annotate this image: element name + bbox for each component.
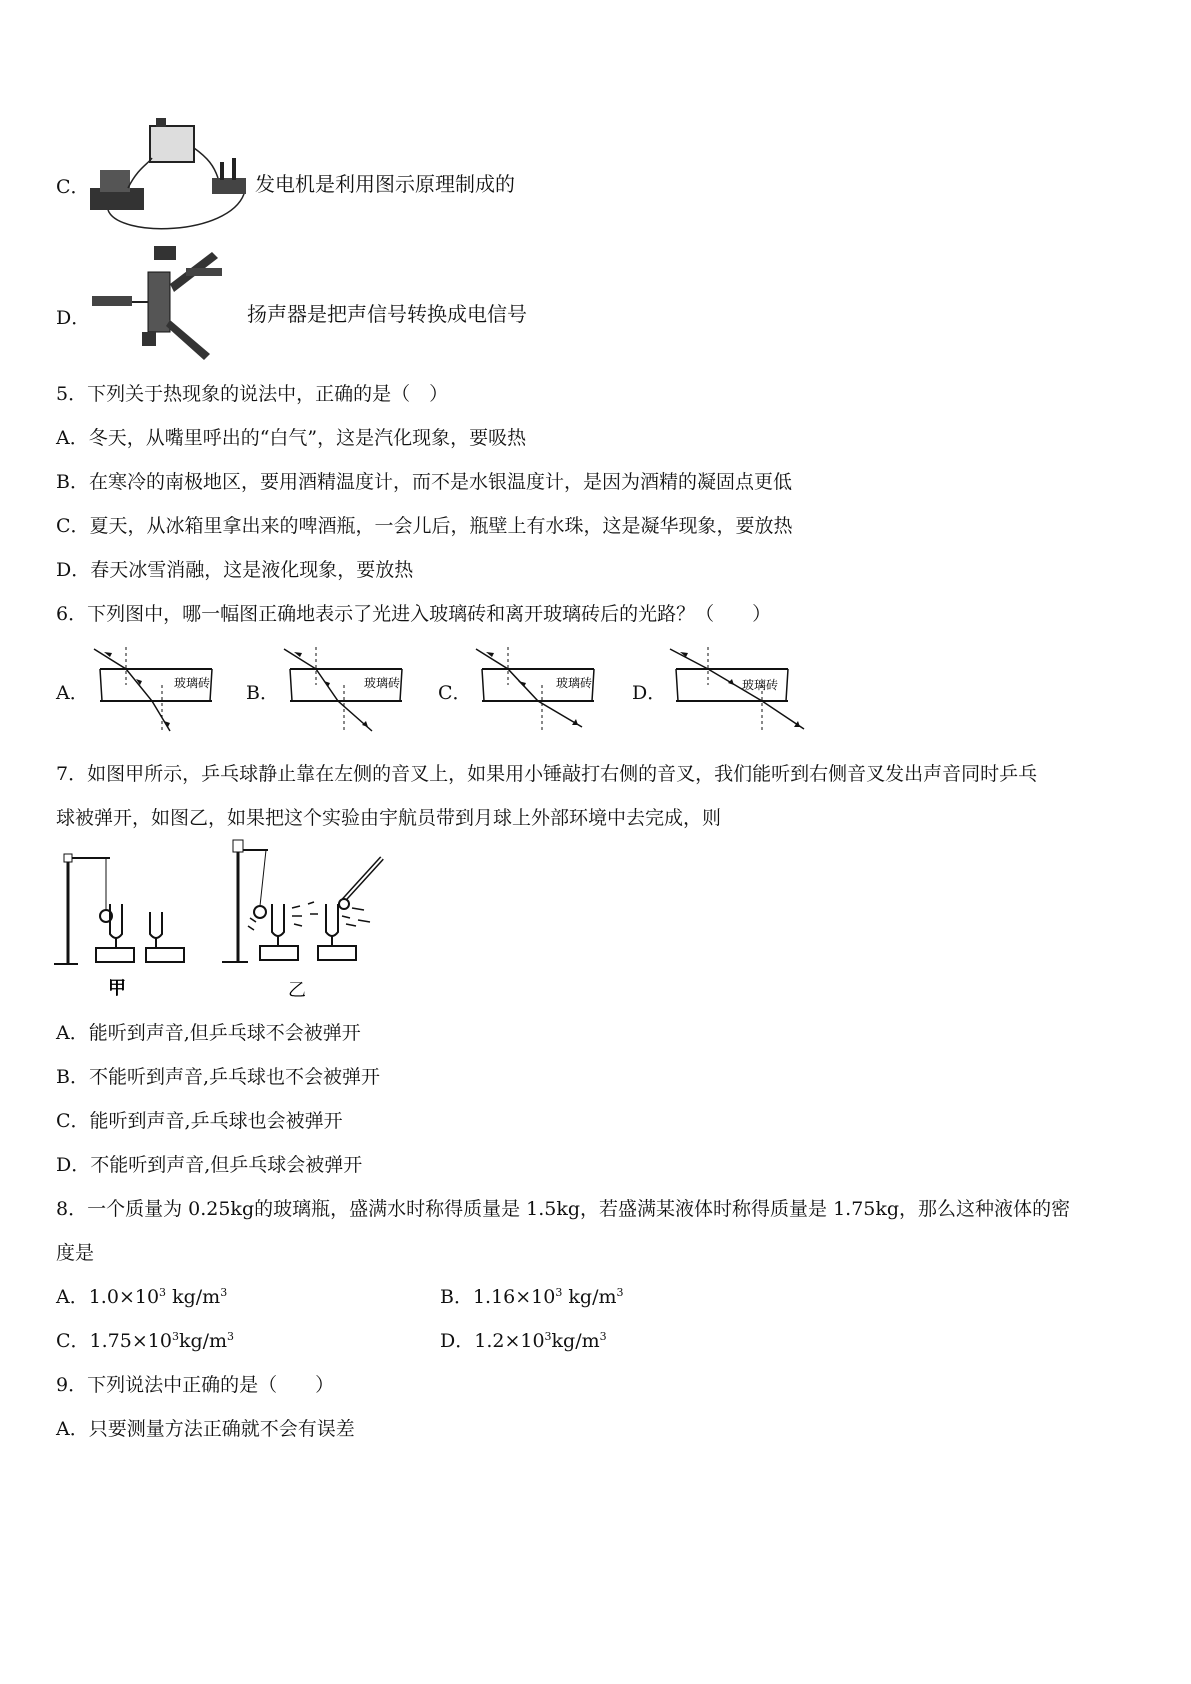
q6-option-b-letter: B．	[246, 682, 279, 704]
q4-option-c-letter: C．	[56, 176, 90, 198]
q7-option-c: C．能听到声音,乒乓球也会被弹开	[56, 1110, 343, 1132]
q8-stem-line1: 8．一个质量为 0.25kg的玻璃瓶，盛满水时称得质量是 1.5kg，若盛满某液体时称得质量是 1.75kg，那么这种液体的密	[56, 1198, 1071, 1220]
q8-stem-line2: 度是	[56, 1242, 95, 1264]
q6-option-d-letter: D．	[632, 682, 667, 704]
q9-option-a: A．只要测量方法正确就不会有误差	[56, 1418, 355, 1440]
q5-option-d: D．春天冰雪消融，这是液化现象，要放热	[56, 559, 414, 581]
light-path-b-icon	[282, 645, 412, 735]
tuning-fork-yi-icon	[222, 838, 402, 1000]
generator-circuit-icon	[88, 118, 258, 240]
light-path-a-icon	[92, 645, 222, 735]
q6-a-glass-label: 玻璃砖	[174, 676, 211, 690]
q8-option-a: A．$1.0\times 10^3$ $kg/m^3$	[56, 1286, 228, 1308]
q4-option-d-text: 扬声器是把声信号转换成电信号	[247, 302, 527, 326]
q7-stem-line1: 7．如图甲所示，乒乓球静止靠在左侧的音叉上，如果用小锤敲打右侧的音叉，我们能听到右侧音叉发出声音同时乒乓	[56, 763, 1038, 785]
q5-option-a: A．冬天，从嘴里呼出的“白气”，这是汽化现象，要吸热	[56, 427, 527, 449]
q6-d-glass-label: 玻璃砖	[742, 678, 779, 692]
q5-option-c: C．夏天，从冰箱里拿出来的啤酒瓶，一会儿后，瓶壁上有水珠，这是凝华现象，要放热	[56, 515, 793, 537]
fig-yi-label: 乙	[288, 980, 306, 1001]
q9-stem: 9．下列说法中正确的是（ ）	[56, 1374, 335, 1396]
q7-option-a: A．能听到声音,但乒乓球不会被弹开	[56, 1022, 361, 1044]
q6-stem: 6．下列图中，哪一幅图正确地表示了光进入玻璃砖和离开玻璃砖后的光路？（ ）	[56, 603, 772, 625]
q5-option-b: B．在寒冷的南极地区，要用酒精温度计，而不是水银温度计，是因为酒精的凝固点更低	[56, 471, 792, 493]
q6-option-c-letter: C．	[438, 682, 472, 704]
q7-option-b: B．不能听到声音,乒乓球也不会被弹开	[56, 1066, 381, 1088]
q7-stem-line2: 球被弹开，如图乙，如果把这个实验由宇航员带到月球上外部环境中去完成，则	[56, 807, 722, 829]
q8-option-b: B．$1.16\times 10^3$ $kg/m^3$	[440, 1286, 624, 1308]
q8-option-c: C．$1.75\times 10^3kg/m^3$	[56, 1330, 235, 1352]
q4-option-d-letter: D．	[56, 307, 91, 329]
light-path-d-icon	[668, 645, 813, 735]
speaker-icon	[92, 244, 242, 362]
tuning-fork-jia-icon	[54, 848, 204, 998]
q6-b-glass-label: 玻璃砖	[364, 676, 401, 690]
q5-stem: 5．下列关于热现象的说法中，正确的是（ ）	[56, 383, 449, 405]
q7-option-d: D．不能听到声音,但乒乓球会被弹开	[56, 1154, 363, 1176]
q6-option-a-letter: A．	[56, 682, 89, 704]
light-path-c-icon	[474, 645, 604, 735]
fig-jia-label: 甲	[108, 978, 126, 999]
q6-c-glass-label: 玻璃砖	[556, 676, 593, 690]
q4-option-c-text: 发电机是利用图示原理制成的	[255, 172, 515, 196]
q8-option-d: D．$1.2\times 10^3kg/m^3$	[440, 1330, 607, 1352]
